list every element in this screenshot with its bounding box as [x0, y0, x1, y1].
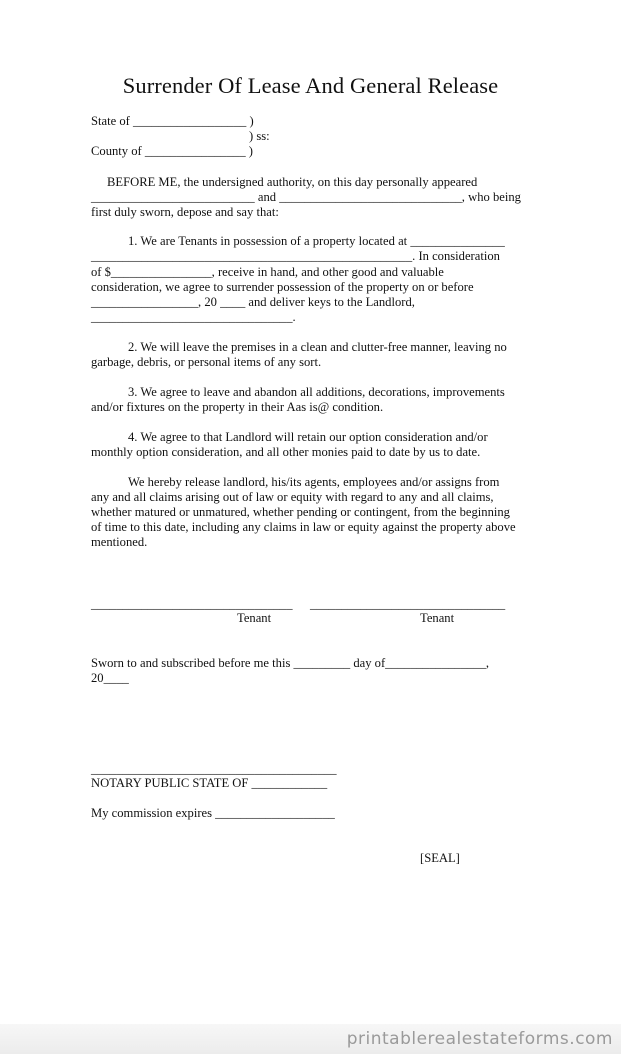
para1-line: consideration, we agree to surrender possession of the property on or before — [91, 280, 474, 294]
para2-line: garbage, debris, or personal items of any sort. — [91, 355, 322, 369]
county-line: County of ________________ ) — [91, 144, 253, 158]
para1-line: _________________, 20 ____ and deliver keys to the Landlord, — [91, 295, 415, 309]
watermark-text: printablerealestateforms.com — [346, 1029, 613, 1049]
commission-line: My commission expires ___________________ — [91, 806, 335, 820]
release-line: whether matured or unmatured, whether pending or contingent, from the beginning — [91, 505, 510, 519]
para3-line: and/or fixtures on the property in their Aas is@ condition. — [91, 400, 384, 414]
para3-line: 3. We agree to leave and abandon all additions, decorations, improvements — [128, 385, 505, 399]
notary-label: NOTARY PUBLIC STATE OF ____________ — [91, 776, 328, 790]
para1-line: of $________________, receive in hand, and other good and valuable — [91, 265, 444, 279]
para1-line: 1. We are Tenants in possession of a property located at _______________ — [128, 234, 505, 248]
para2-line: 2. We will leave the premises in a clean and clutter-free manner, leaving no — [128, 340, 507, 354]
intro-line: first duly sworn, depose and say that: — [91, 205, 279, 219]
release-line: We hereby release landlord, his/its agents, employees and/or assigns from — [128, 475, 500, 489]
para4-line: monthly option consideration, and all other monies paid to date by us to date. — [91, 445, 481, 459]
tenant-label: Tenant — [420, 611, 455, 625]
intro-line: BEFORE ME, the undersigned authority, on this day personally appeared — [107, 175, 478, 189]
tenant-label: Tenant — [237, 611, 272, 625]
notary-signature-line: _______________________________________ — [91, 762, 337, 776]
seal-label: [SEAL] — [420, 851, 460, 865]
release-line: mentioned. — [91, 535, 148, 549]
release-line: of time to this date, including any claims in law or equity against the property above — [91, 520, 516, 534]
tenant-signature-line: _______________________________ — [310, 597, 506, 611]
para1-line: ________________________________. — [91, 310, 296, 324]
sworn-line: 20____ — [91, 671, 129, 685]
para4-line: 4. We agree to that Landlord will retain our option consideration and/or — [128, 430, 488, 444]
tenant-signature-line: ________________________________ — [91, 597, 293, 611]
para1-line: ___________________________________________________. In consideration — [91, 249, 500, 263]
footer-bar — [0, 1024, 621, 1054]
sworn-line: Sworn to and subscribed before me this _________ day of________________, — [91, 656, 490, 670]
ss-line: ) ss: — [249, 129, 270, 143]
intro-line: __________________________ and _____________________________, who being — [91, 190, 521, 204]
state-line: State of __________________ ) — [91, 114, 254, 128]
release-line: any and all claims arising out of law or equity with regard to any and all claims, — [91, 490, 494, 504]
document-title: Surrender Of Lease And General Release — [122, 73, 499, 98]
